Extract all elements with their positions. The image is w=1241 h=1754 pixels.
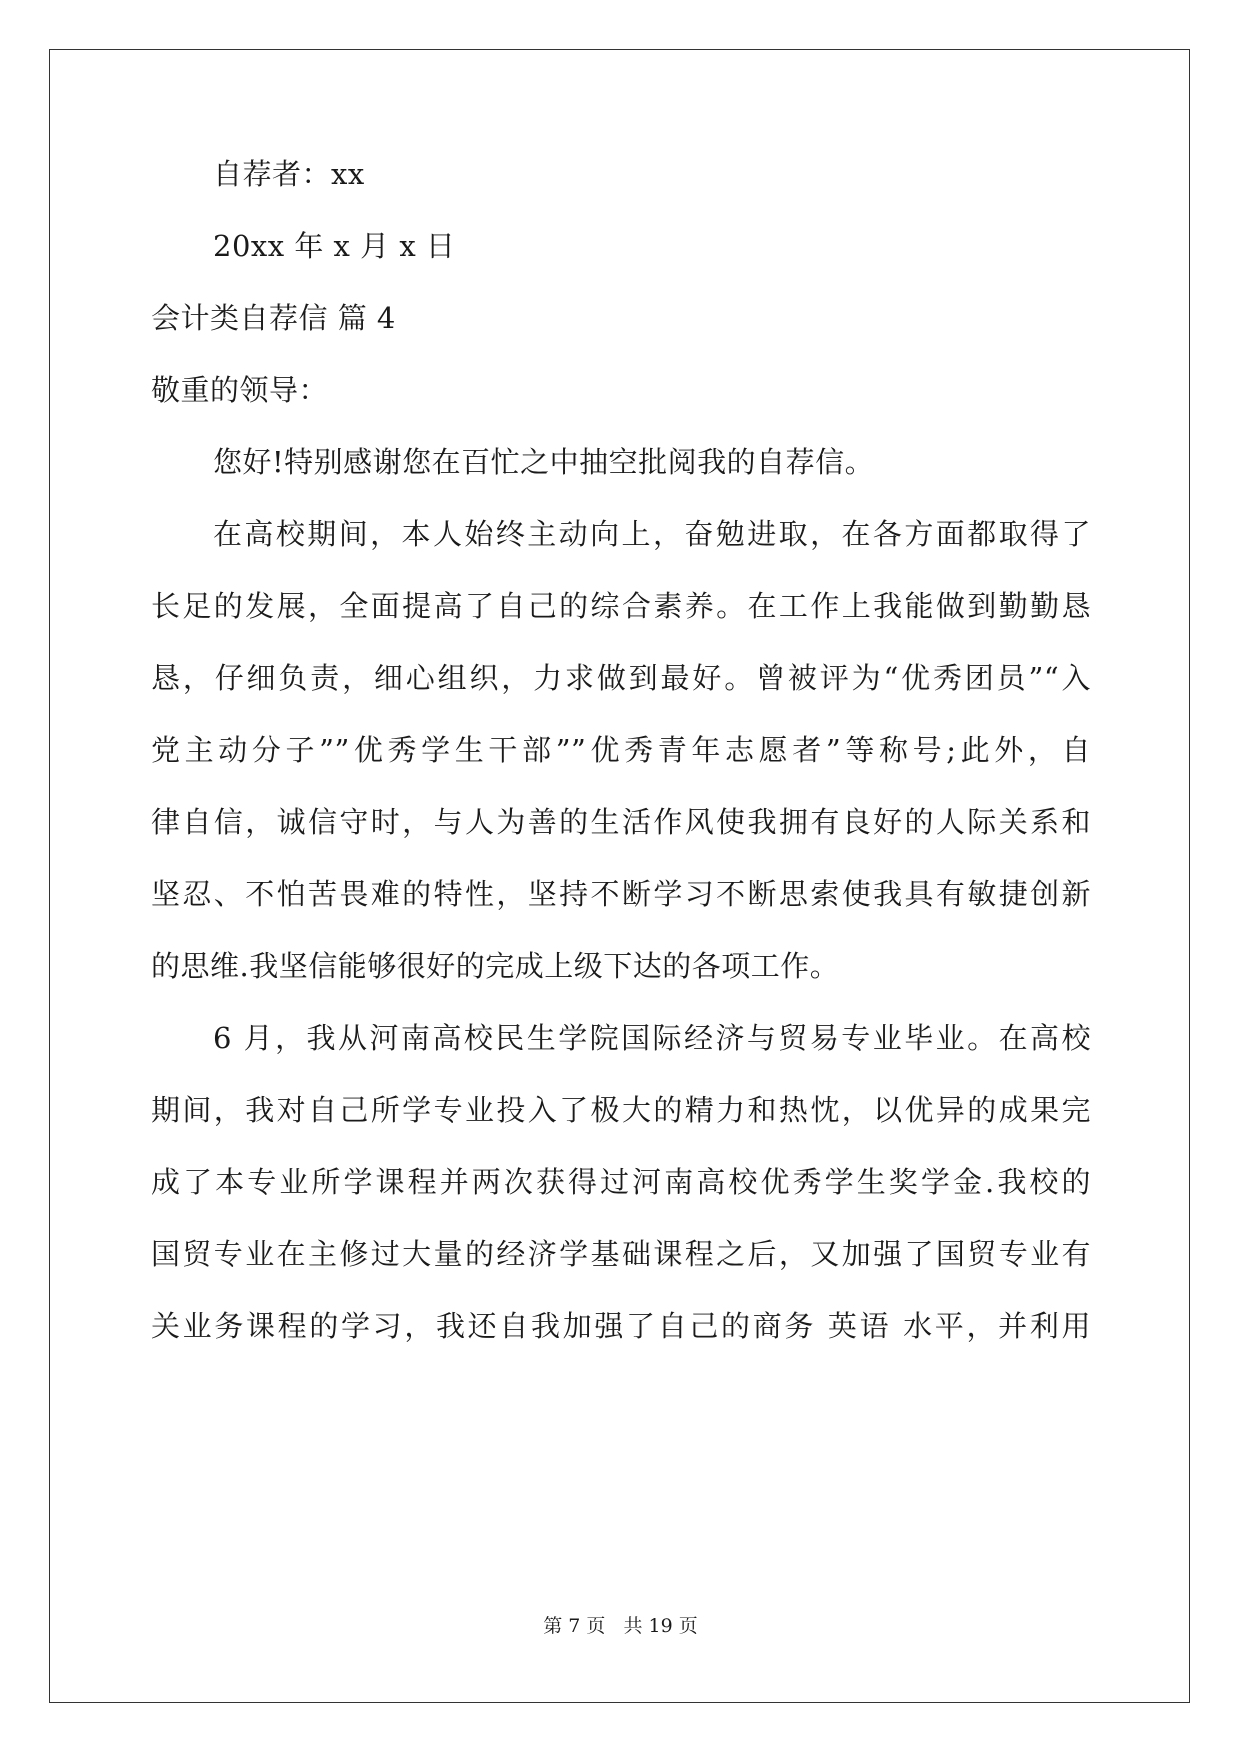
paragraph-line: 党主动分子””优秀学生干部””优秀青年志愿者”等称号;此外，自 (151, 733, 1091, 767)
paragraph-line: 的思维.我坚信能够很好的完成上级下达的各项工作。 (151, 949, 840, 983)
paragraph-line: 期间，我对自己所学专业投入了极大的精力和热忱，以优异的成果完 (151, 1093, 1091, 1127)
section-title: 会计类自荐信 篇 4 (151, 301, 396, 335)
paragraph-greeting: 您好!特别感谢您在百忙之中抽空批阅我的自荐信。 (213, 445, 875, 479)
paragraph-line: 成了本专业所学课程并两次获得过河南高校优秀学生奖学金.我校的 (151, 1165, 1091, 1199)
page-number: 第 7 页 (543, 1615, 606, 1637)
paragraph-line: 恳，仔细负责，细心组织，力求做到最好。曾被评为“优秀团员”“入 (151, 661, 1091, 695)
paragraph-line: 国贸专业在主修过大量的经济学基础课程之后，又加强了国贸专业有 (151, 1237, 1091, 1271)
page-total: 共 19 页 (623, 1615, 698, 1637)
signature-line: 自荐者：xx (213, 157, 365, 191)
paragraph-line: 长足的发展，全面提高了自己的综合素养。在工作上我能做到勤勤恳 (151, 589, 1091, 623)
paragraph-line: 在高校期间，本人始终主动向上，奋勉进取，在各方面都取得了 (213, 517, 1091, 551)
paragraph-line: 6 月，我从河南高校民生学院国际经济与贸易专业毕业。在高校 (213, 1021, 1091, 1055)
salutation: 敬重的领导： (151, 373, 329, 407)
paragraph-line: 律自信，诚信守时，与人为善的生活作风使我拥有良好的人际关系和 (151, 805, 1091, 839)
date-line: 20xx 年 x 月 x 日 (213, 229, 456, 263)
page-footer (0, 1614, 1241, 1638)
paragraph-line: 坚忍、不怕苦畏难的特性，坚持不断学习不断思索使我具有敏捷创新 (151, 877, 1091, 911)
paragraph-line: 关业务课程的学习，我还自我加强了自己的商务 英语 水平，并利用 (151, 1309, 1091, 1343)
